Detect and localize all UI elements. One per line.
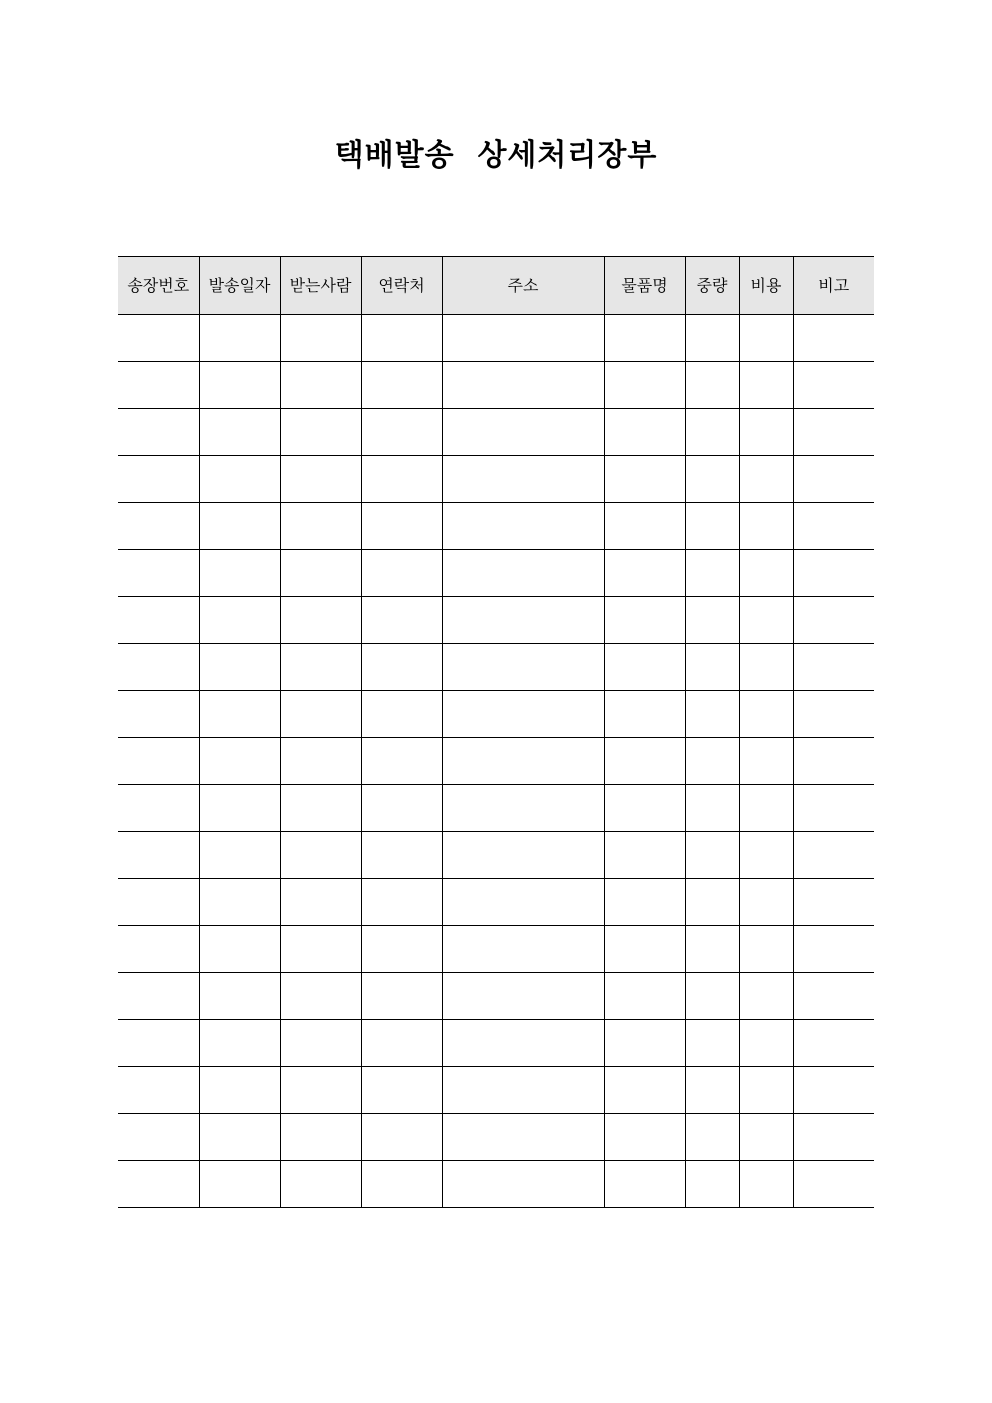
- table-cell-recipient: [280, 926, 361, 973]
- table-cell-contact: [361, 879, 442, 926]
- table-cell-contact: [361, 691, 442, 738]
- table-cell-ship-date: [199, 550, 280, 597]
- table-cell-remarks: [793, 879, 874, 926]
- column-header-recipient: 받는사람: [280, 257, 361, 315]
- table-cell-ship-date: [199, 644, 280, 691]
- table-cell-recipient: [280, 832, 361, 879]
- table-row: [118, 503, 874, 550]
- table-cell-contact: [361, 409, 442, 456]
- table-cell-ship-date: [199, 315, 280, 362]
- table-cell-invoice-no: [118, 926, 199, 973]
- table-cell-invoice-no: [118, 550, 199, 597]
- column-header-cost: 비용: [739, 257, 793, 315]
- table-cell-cost: [739, 315, 793, 362]
- table-cell-ship-date: [199, 597, 280, 644]
- table-cell-cost: [739, 550, 793, 597]
- table-cell-address: [442, 362, 604, 409]
- column-header-invoice-number: 송장번호: [118, 257, 199, 315]
- table-cell-ship-date: [199, 456, 280, 503]
- table-cell-address: [442, 503, 604, 550]
- table-cell-contact: [361, 785, 442, 832]
- table-row: [118, 1114, 874, 1161]
- table-cell-weight: [685, 879, 739, 926]
- table-cell-address: [442, 315, 604, 362]
- table-cell-weight: [685, 926, 739, 973]
- table-row: [118, 691, 874, 738]
- table-row: [118, 315, 874, 362]
- column-header-remarks: 비고: [793, 257, 874, 315]
- table-cell-cost: [739, 785, 793, 832]
- table-cell-address: [442, 1161, 604, 1208]
- table-row: [118, 597, 874, 644]
- table-cell-address: [442, 1020, 604, 1067]
- table-cell-invoice-no: [118, 1161, 199, 1208]
- table-cell-cost: [739, 644, 793, 691]
- table-cell-weight: [685, 409, 739, 456]
- table-cell-recipient: [280, 1114, 361, 1161]
- table-cell-ship-date: [199, 738, 280, 785]
- table-cell-ship-date: [199, 1161, 280, 1208]
- table-cell-recipient: [280, 973, 361, 1020]
- table-cell-ship-date: [199, 409, 280, 456]
- table-cell-address: [442, 973, 604, 1020]
- table-cell-contact: [361, 1114, 442, 1161]
- table-cell-remarks: [793, 456, 874, 503]
- table-cell-contact: [361, 738, 442, 785]
- table-cell-item-name: [604, 362, 685, 409]
- table-cell-cost: [739, 362, 793, 409]
- table-cell-invoice-no: [118, 1114, 199, 1161]
- table-row: [118, 879, 874, 926]
- table-cell-address: [442, 644, 604, 691]
- table-row: [118, 785, 874, 832]
- table-cell-weight: [685, 1114, 739, 1161]
- column-header-ship-date: 발송일자: [199, 257, 280, 315]
- table-cell-address: [442, 550, 604, 597]
- table-cell-remarks: [793, 644, 874, 691]
- table-row: [118, 738, 874, 785]
- table-cell-invoice-no: [118, 1020, 199, 1067]
- table-cell-ship-date: [199, 503, 280, 550]
- table-cell-recipient: [280, 362, 361, 409]
- table-cell-contact: [361, 597, 442, 644]
- table-cell-item-name: [604, 644, 685, 691]
- table-cell-contact: [361, 926, 442, 973]
- table-row: [118, 832, 874, 879]
- table-cell-recipient: [280, 879, 361, 926]
- table-cell-weight: [685, 973, 739, 1020]
- table-cell-item-name: [604, 550, 685, 597]
- table-cell-item-name: [604, 315, 685, 362]
- table-cell-cost: [739, 832, 793, 879]
- table-cell-cost: [739, 926, 793, 973]
- table-cell-weight: [685, 738, 739, 785]
- table-cell-contact: [361, 456, 442, 503]
- table-cell-recipient: [280, 409, 361, 456]
- table-cell-cost: [739, 1161, 793, 1208]
- table-cell-address: [442, 1067, 604, 1114]
- table-cell-weight: [685, 315, 739, 362]
- table-body: [118, 315, 874, 1208]
- table-cell-remarks: [793, 1161, 874, 1208]
- table-cell-cost: [739, 597, 793, 644]
- table-cell-recipient: [280, 597, 361, 644]
- table-row: [118, 644, 874, 691]
- table-cell-item-name: [604, 879, 685, 926]
- table-cell-item-name: [604, 738, 685, 785]
- table-cell-recipient: [280, 1020, 361, 1067]
- table-cell-ship-date: [199, 973, 280, 1020]
- table-cell-remarks: [793, 832, 874, 879]
- table-cell-remarks: [793, 597, 874, 644]
- table-cell-ship-date: [199, 1067, 280, 1114]
- table-cell-invoice-no: [118, 691, 199, 738]
- table-cell-recipient: [280, 550, 361, 597]
- table-cell-item-name: [604, 926, 685, 973]
- table-cell-recipient: [280, 456, 361, 503]
- page-title: 택배발송 상세처리장부: [334, 138, 658, 173]
- table-cell-address: [442, 832, 604, 879]
- table-cell-recipient: [280, 503, 361, 550]
- table-cell-address: [442, 1114, 604, 1161]
- table-cell-remarks: [793, 738, 874, 785]
- table-cell-cost: [739, 456, 793, 503]
- table-cell-item-name: [604, 1020, 685, 1067]
- table-cell-weight: [685, 597, 739, 644]
- table-cell-ship-date: [199, 832, 280, 879]
- table-cell-invoice-no: [118, 315, 199, 362]
- table-cell-invoice-no: [118, 456, 199, 503]
- table-cell-invoice-no: [118, 597, 199, 644]
- table-header-row: [118, 257, 874, 315]
- table-cell-recipient: [280, 1161, 361, 1208]
- table-cell-address: [442, 409, 604, 456]
- table-cell-invoice-no: [118, 503, 199, 550]
- table-cell-cost: [739, 503, 793, 550]
- table-cell-ship-date: [199, 879, 280, 926]
- table-row: [118, 456, 874, 503]
- table-cell-weight: [685, 503, 739, 550]
- table-cell-ship-date: [199, 785, 280, 832]
- table-cell-invoice-no: [118, 973, 199, 1020]
- table-cell-ship-date: [199, 362, 280, 409]
- table-cell-item-name: [604, 503, 685, 550]
- table-row: [118, 362, 874, 409]
- table-cell-weight: [685, 1161, 739, 1208]
- table-cell-weight: [685, 550, 739, 597]
- table-cell-contact: [361, 832, 442, 879]
- shipping-ledger-table: [118, 256, 874, 1208]
- table-cell-address: [442, 785, 604, 832]
- table-cell-contact: [361, 362, 442, 409]
- table-cell-weight: [685, 785, 739, 832]
- table-cell-item-name: [604, 973, 685, 1020]
- table-cell-remarks: [793, 973, 874, 1020]
- table-row: [118, 409, 874, 456]
- table-cell-item-name: [604, 597, 685, 644]
- table-cell-item-name: [604, 409, 685, 456]
- table-cell-cost: [739, 879, 793, 926]
- column-header-item-name: 물품명: [604, 257, 685, 315]
- table-cell-recipient: [280, 691, 361, 738]
- table-cell-item-name: [604, 832, 685, 879]
- table-cell-cost: [739, 409, 793, 456]
- table-row: [118, 926, 874, 973]
- table-cell-address: [442, 738, 604, 785]
- column-header-weight: 중량: [685, 257, 739, 315]
- table-cell-cost: [739, 738, 793, 785]
- table-cell-invoice-no: [118, 738, 199, 785]
- table-row: [118, 1067, 874, 1114]
- table-cell-invoice-no: [118, 362, 199, 409]
- table-cell-weight: [685, 832, 739, 879]
- table-cell-weight: [685, 1067, 739, 1114]
- table-row: [118, 973, 874, 1020]
- table-cell-remarks: [793, 1067, 874, 1114]
- table-cell-invoice-no: [118, 879, 199, 926]
- table-cell-ship-date: [199, 691, 280, 738]
- table-cell-address: [442, 926, 604, 973]
- table-cell-recipient: [280, 644, 361, 691]
- table-cell-weight: [685, 362, 739, 409]
- table-cell-weight: [685, 456, 739, 503]
- table-cell-contact: [361, 973, 442, 1020]
- table-cell-remarks: [793, 315, 874, 362]
- table-cell-remarks: [793, 1020, 874, 1067]
- table-cell-invoice-no: [118, 785, 199, 832]
- table-cell-item-name: [604, 1161, 685, 1208]
- table-cell-contact: [361, 1067, 442, 1114]
- table-cell-invoice-no: [118, 832, 199, 879]
- table-cell-remarks: [793, 409, 874, 456]
- table-cell-recipient: [280, 1067, 361, 1114]
- table-cell-item-name: [604, 785, 685, 832]
- table-cell-cost: [739, 1114, 793, 1161]
- table-cell-remarks: [793, 550, 874, 597]
- table-cell-address: [442, 879, 604, 926]
- table-cell-weight: [685, 644, 739, 691]
- table-cell-invoice-no: [118, 1067, 199, 1114]
- table-cell-cost: [739, 691, 793, 738]
- table-cell-remarks: [793, 1114, 874, 1161]
- table-cell-cost: [739, 973, 793, 1020]
- table-cell-item-name: [604, 691, 685, 738]
- table-cell-contact: [361, 315, 442, 362]
- table-cell-ship-date: [199, 1020, 280, 1067]
- table-cell-contact: [361, 550, 442, 597]
- table-cell-recipient: [280, 738, 361, 785]
- table-cell-address: [442, 597, 604, 644]
- table-row: [118, 1020, 874, 1067]
- column-header-address: 주소: [442, 257, 604, 315]
- table-cell-item-name: [604, 1067, 685, 1114]
- table-cell-remarks: [793, 785, 874, 832]
- table-cell-contact: [361, 1020, 442, 1067]
- table-row: [118, 1161, 874, 1208]
- column-header-contact: 연락처: [361, 257, 442, 315]
- table-cell-remarks: [793, 691, 874, 738]
- table-cell-address: [442, 456, 604, 503]
- table-cell-weight: [685, 1020, 739, 1067]
- table-cell-ship-date: [199, 926, 280, 973]
- table-cell-remarks: [793, 362, 874, 409]
- table-cell-weight: [685, 691, 739, 738]
- table-cell-contact: [361, 1161, 442, 1208]
- table-cell-item-name: [604, 1114, 685, 1161]
- table-row: [118, 550, 874, 597]
- table-cell-invoice-no: [118, 409, 199, 456]
- table-cell-cost: [739, 1067, 793, 1114]
- table-cell-remarks: [793, 503, 874, 550]
- table-cell-item-name: [604, 456, 685, 503]
- table-cell-cost: [739, 1020, 793, 1067]
- table-cell-ship-date: [199, 1114, 280, 1161]
- table-cell-contact: [361, 503, 442, 550]
- table-cell-address: [442, 691, 604, 738]
- table-cell-recipient: [280, 785, 361, 832]
- table-cell-recipient: [280, 315, 361, 362]
- table-cell-contact: [361, 644, 442, 691]
- table-cell-invoice-no: [118, 644, 199, 691]
- table-cell-remarks: [793, 926, 874, 973]
